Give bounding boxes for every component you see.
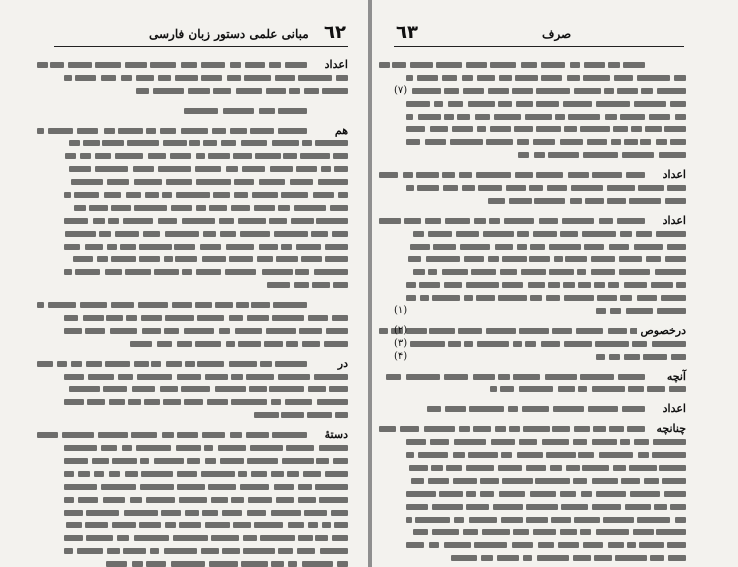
text-line	[394, 538, 686, 551]
text-line	[52, 162, 348, 175]
text-line	[394, 304, 686, 317]
text-line	[394, 135, 686, 148]
text-line	[52, 467, 348, 480]
text-line	[394, 240, 686, 253]
text-line	[52, 240, 348, 253]
text-line	[52, 175, 348, 188]
text-line	[394, 551, 686, 564]
text-line	[394, 278, 686, 291]
paragraph-lead-word: اعداد	[660, 402, 686, 415]
paragraph-lead-word: دستهٔ	[322, 428, 348, 441]
left-page	[0, 0, 368, 567]
text-line	[52, 357, 348, 370]
text-line	[52, 518, 348, 531]
text-line	[394, 214, 686, 227]
right-page	[372, 0, 738, 567]
inline-numeral: (۱)	[394, 305, 408, 317]
text-line	[52, 506, 348, 519]
text-line	[394, 148, 686, 161]
text-line	[394, 350, 686, 363]
text-line	[394, 168, 686, 181]
text-line	[394, 58, 686, 71]
text-line	[52, 214, 348, 227]
text-line	[394, 448, 686, 461]
text-line	[394, 122, 686, 135]
text-line	[394, 97, 686, 110]
text-line	[394, 487, 686, 500]
text-line	[52, 382, 348, 395]
text-line	[394, 71, 686, 84]
text-line	[52, 58, 348, 71]
text-line	[52, 278, 348, 291]
text-line	[394, 110, 686, 123]
text-line	[52, 311, 348, 324]
inline-numeral: (۲)	[394, 324, 408, 336]
paragraph-lead-word: چنانچه	[653, 422, 686, 435]
text-line	[52, 149, 348, 162]
text-line	[52, 408, 348, 421]
right-running-title: صرف	[542, 27, 572, 41]
text-line	[52, 298, 348, 311]
text-line	[52, 544, 348, 557]
paragraph-lead-word: هم	[332, 124, 348, 137]
text-line	[394, 422, 686, 435]
right-page-number: ٦٣	[396, 22, 418, 43]
left-page-header	[54, 22, 348, 47]
text-line	[52, 493, 348, 506]
left-page-number: ٦٢	[324, 22, 346, 43]
paragraph-lead-word: در	[335, 357, 348, 370]
text-line	[52, 428, 348, 441]
text-line	[52, 324, 348, 337]
text-line	[52, 104, 348, 117]
left-page-body	[52, 58, 348, 561]
text-line	[52, 201, 348, 214]
text-line	[394, 513, 686, 526]
text-line	[52, 480, 348, 493]
left-running-title: مبانی علمی دستور زبان فارسی	[149, 27, 309, 41]
text-line	[394, 324, 686, 337]
text-line	[394, 252, 686, 265]
text-line	[52, 84, 348, 97]
text-line	[52, 557, 348, 567]
text-line	[394, 84, 686, 97]
text-line	[394, 291, 686, 304]
text-line	[394, 181, 686, 194]
text-line	[394, 227, 686, 240]
right-page-body	[394, 58, 686, 561]
text-line	[52, 454, 348, 467]
text-line	[394, 382, 686, 395]
paragraph-lead-word: اعداد	[660, 168, 686, 181]
text-line	[52, 441, 348, 454]
text-line	[52, 531, 348, 544]
text-line	[52, 337, 348, 350]
text-line	[52, 124, 348, 137]
text-line	[394, 194, 686, 207]
text-line	[52, 370, 348, 383]
text-line	[394, 435, 686, 448]
paragraph-lead-word: آنچه	[664, 370, 686, 383]
text-line	[394, 370, 686, 383]
right-page-header	[394, 22, 684, 47]
text-line	[52, 227, 348, 240]
text-line	[394, 461, 686, 474]
text-line	[52, 265, 348, 278]
text-line	[52, 71, 348, 84]
text-line	[52, 252, 348, 265]
text-line	[394, 265, 686, 278]
inline-numeral: (۷)	[394, 84, 408, 96]
text-line	[52, 136, 348, 149]
paragraph-lead-word: اعداد	[322, 58, 348, 71]
text-line	[52, 395, 348, 408]
text-line	[52, 188, 348, 201]
paragraph-lead-word: درخصوص	[637, 324, 686, 337]
inline-numeral: (۳)	[394, 337, 408, 349]
text-line	[394, 474, 686, 487]
inline-numeral: (۴)	[394, 350, 408, 362]
text-line	[394, 525, 686, 538]
text-line	[394, 500, 686, 513]
text-line	[394, 337, 686, 350]
text-line	[394, 402, 686, 415]
paragraph-lead-word: اعداد	[660, 214, 686, 227]
